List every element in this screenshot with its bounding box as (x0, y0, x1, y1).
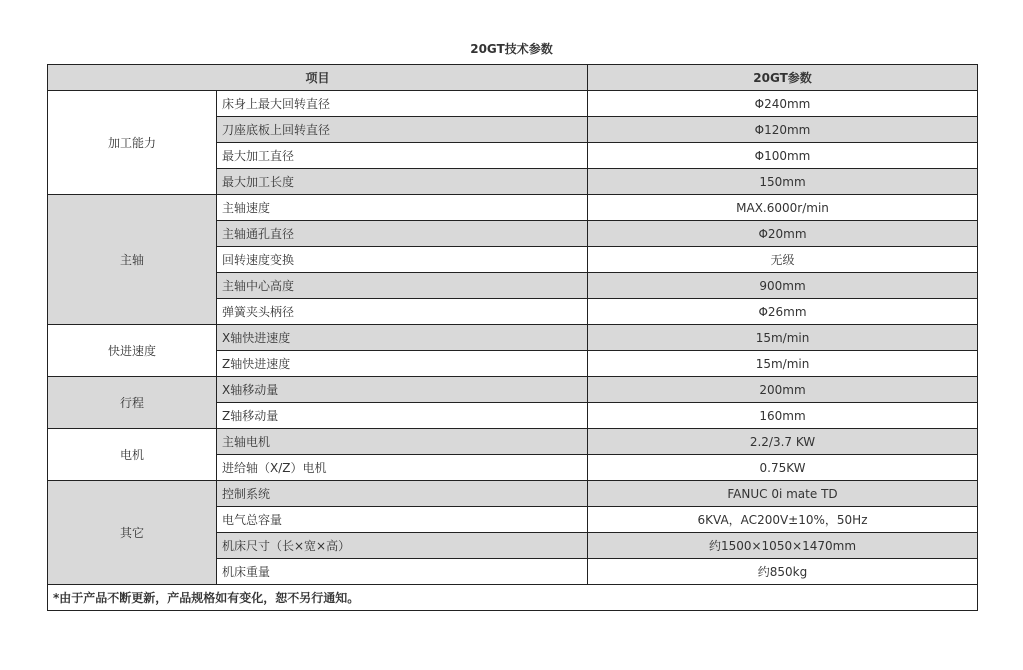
spec-value: 2.2/3.7 KW (588, 429, 978, 455)
spec-value: 160mm (588, 403, 978, 429)
spec-value: 0.75KW (588, 455, 978, 481)
group-label: 快进速度 (48, 325, 217, 377)
spec-value: 6KVA，AC200V±10%，50Hz (588, 507, 978, 533)
spec-value: 200mm (588, 377, 978, 403)
spec-item: 主轴通孔直径 (217, 221, 588, 247)
spec-item: 电气总容量 (217, 507, 588, 533)
spec-item: Z轴移动量 (217, 403, 588, 429)
spec-item: 机床重量 (217, 559, 588, 585)
spec-value: Φ240mm (588, 91, 978, 117)
spec-table-body (48, 91, 978, 585)
spec-item: 主轴速度 (217, 195, 588, 221)
spec-value: 无级 (588, 247, 978, 273)
spec-item: 床身上最大回转直径 (217, 91, 588, 117)
table-row (48, 325, 978, 351)
spec-value: MAX.6000r/min (588, 195, 978, 221)
spec-item: 进给轴（X/Z）电机 (217, 455, 588, 481)
group-label: 电机 (48, 429, 217, 481)
spec-value: Φ26mm (588, 299, 978, 325)
spec-item: 最大加工直径 (217, 143, 588, 169)
spec-item: 控制系统 (217, 481, 588, 507)
table-row (48, 91, 978, 117)
spec-item: X轴移动量 (217, 377, 588, 403)
group-label: 加工能力 (48, 91, 217, 195)
spec-value: 15m/min (588, 351, 978, 377)
spec-item: 刀座底板上回转直径 (217, 117, 588, 143)
table-row (48, 377, 978, 403)
spec-value: 900mm (588, 273, 978, 299)
spec-item: 弹簧夹头柄径 (217, 299, 588, 325)
footnote: *由于产品不断更新，产品规格如有变化，恕不另行通知。 (48, 585, 978, 611)
spec-value: 15m/min (588, 325, 978, 351)
spec-item: X轴快进速度 (217, 325, 588, 351)
table-row (48, 195, 978, 221)
spec-item: 主轴电机 (217, 429, 588, 455)
footnote-row (48, 585, 978, 611)
table-row (48, 481, 978, 507)
spec-value: Φ100mm (588, 143, 978, 169)
spec-value: 约850kg (588, 559, 978, 585)
spec-item: Z轴快进速度 (217, 351, 588, 377)
group-label: 其它 (48, 481, 217, 585)
group-label: 主轴 (48, 195, 217, 325)
spec-value: Φ20mm (588, 221, 978, 247)
table-header-row (48, 65, 978, 91)
group-label: 行程 (48, 377, 217, 429)
table-row (48, 429, 978, 455)
spec-value: 约1500×1050×1470mm (588, 533, 978, 559)
spec-item: 主轴中心高度 (217, 273, 588, 299)
header-item: 项目 (48, 65, 588, 91)
spec-value: 150mm (588, 169, 978, 195)
spec-item: 回转速度变换 (217, 247, 588, 273)
spec-item: 机床尺寸（长×宽×高） (217, 533, 588, 559)
spec-value: Φ120mm (588, 117, 978, 143)
spec-table (47, 64, 978, 611)
page-title: 20GT技术参数 (470, 42, 553, 56)
spec-value: FANUC 0i mate TD (588, 481, 978, 507)
header-value: 20GT参数 (588, 65, 978, 91)
spec-item: 最大加工长度 (217, 169, 588, 195)
